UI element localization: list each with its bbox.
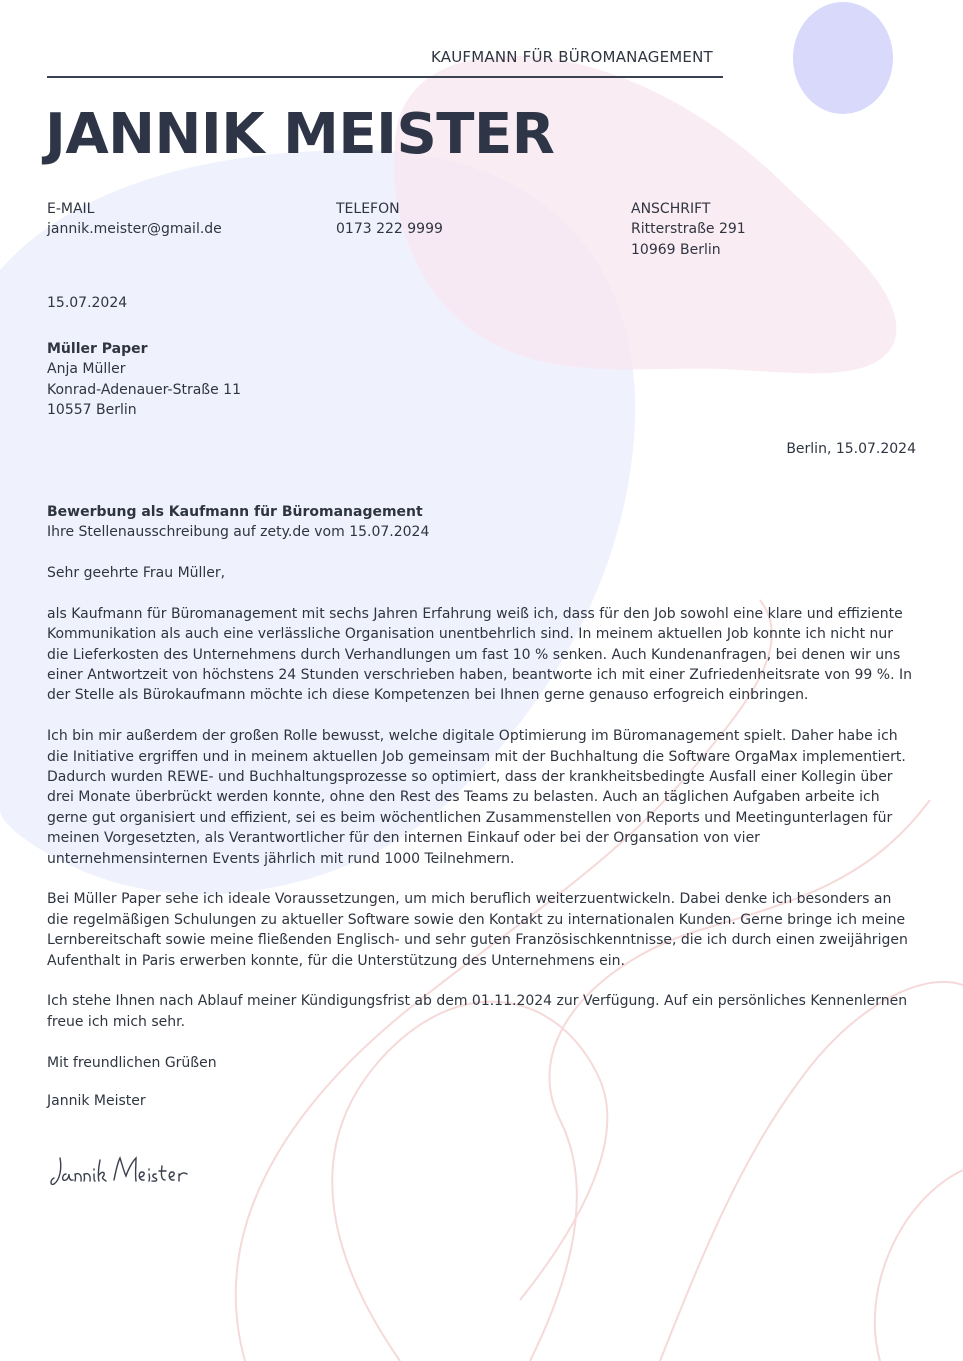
signer-name: Jannik Meister [47,1093,146,1109]
subject-reference: Ihre Stellenausschreibung auf zety.de vom 15.07.2024 [47,524,430,541]
letter-body [47,563,917,1093]
job-title: KAUFMANN FÜR BÜROMANAGEMENT [431,48,713,66]
phone-label: TELEFON [336,201,400,217]
applicant-name: JANNIK MEISTER [45,102,555,167]
email-value: jannik.meister@gmail.de [47,221,222,238]
phone-value: 0173 222 9999 [336,221,443,238]
recipient-city: 10557 Berlin [47,402,137,419]
address-line-2: 10969 Berlin [631,241,721,258]
address-line-1: Ritterstraße 291 [631,221,746,238]
recipient-person: Anja Müller [47,361,126,378]
recipient-block [47,339,241,421]
subject-title: Bewerbung als Kaufmann für Büromanagement [47,504,423,520]
email-label: E-MAIL [47,201,95,217]
body-paragraph: als Kaufmann für Büromanagement mit sechs Jahren Erfahrung weiß ich, dass für den Job sowohl eine klare und effiziente Kommunikation als auch eine verlässliche Organisation unentbehrlich sind. In meinem aktuellen Job konnte ich nicht nur die Lieferkosten des Unternehmens durch Verhandlungen um fast 10 % senken. Auch Kundenanfragen, bei denen wir uns einer Antwortzeit von höchstens 24 Stunden verschrieben haben, beantworte ich mit einer Zufriedenheitsrate von 99 %. In der Stelle als Bürokaufmann möchte ich diese Kompetenzen bei Ihnen gerne genauso erfogreich einbringen. [47,605,912,704]
header-divider [47,76,723,78]
place-date: Berlin, 15.07.2024 [786,441,916,457]
recipient-company: Müller Paper [47,341,148,357]
body-paragraph: Ich stehe Ihnen nach Ablauf meiner Kündigungsfrist ab dem 01.11.2024 zur Verfügung. Auf ein persönliches Kennenlernen freue ich mich sehr. [47,993,908,1030]
contact-email [47,199,222,240]
subject-block [47,502,429,543]
handwritten-signature [48,1150,208,1194]
contact-address [631,199,746,260]
contact-phone [336,199,443,240]
address-label: ANSCHRIFT [631,201,711,217]
body-paragraph: Ich bin mir außerdem der großen Rolle bewusst, welche digitale Optimierung im Büromanagement spielt. Daher habe ich die Initiative ergriffen und in meinem aktuellen Job gemeinsam mit der Buchhaltung die Software OrgaMax implementiert. Dadurch wurden REWE- und Buchhaltungsprozesse so optimiert, dass der krankheitsbedingte Ausfall einer Kollegin über drei Monate überbrückt werden konnte, ohne den Rest des Teams zu belasten. Auch an täglichen Aufgaben arbeite ich gerne gut organisiert und effizient, sei es beim wöchentlichen Zusammenstellen von Reports und Meetingunterlagen für meinen Vorgesetzten, als Verantwortlicher für den internen Einkauf oder bei der Organsation von vier unternehmensinternen Events jährlich mit rund 1000 Teilnehmern. [47,728,906,867]
closing: Mit freundlichen Grüßen [47,1054,217,1071]
body-paragraph: Bei Müller Paper sehe ich ideale Voraussetzungen, um mich beruflich weiterzuentwickeln. Dabei denke ich besonders an die regelmäßigen Schulungen zu aktueller Software sowie den Kontakt zu internationalen Kunden. Gerne bringe ich meine Lernbereitschaft sowie meine fließenden Englisch- und sehr guten Französischkenntnisse, die ich durch einen zweijährigen Aufenthalt in Paris erwerben konnte, für die Unterstützung des Unternehmens ein. [47,891,908,969]
letter-date: 15.07.2024 [47,295,128,311]
salutation: Sehr geehrte Frau Müller, [47,565,226,581]
recipient-street: Konrad-Adenauer-Straße 11 [47,381,241,398]
